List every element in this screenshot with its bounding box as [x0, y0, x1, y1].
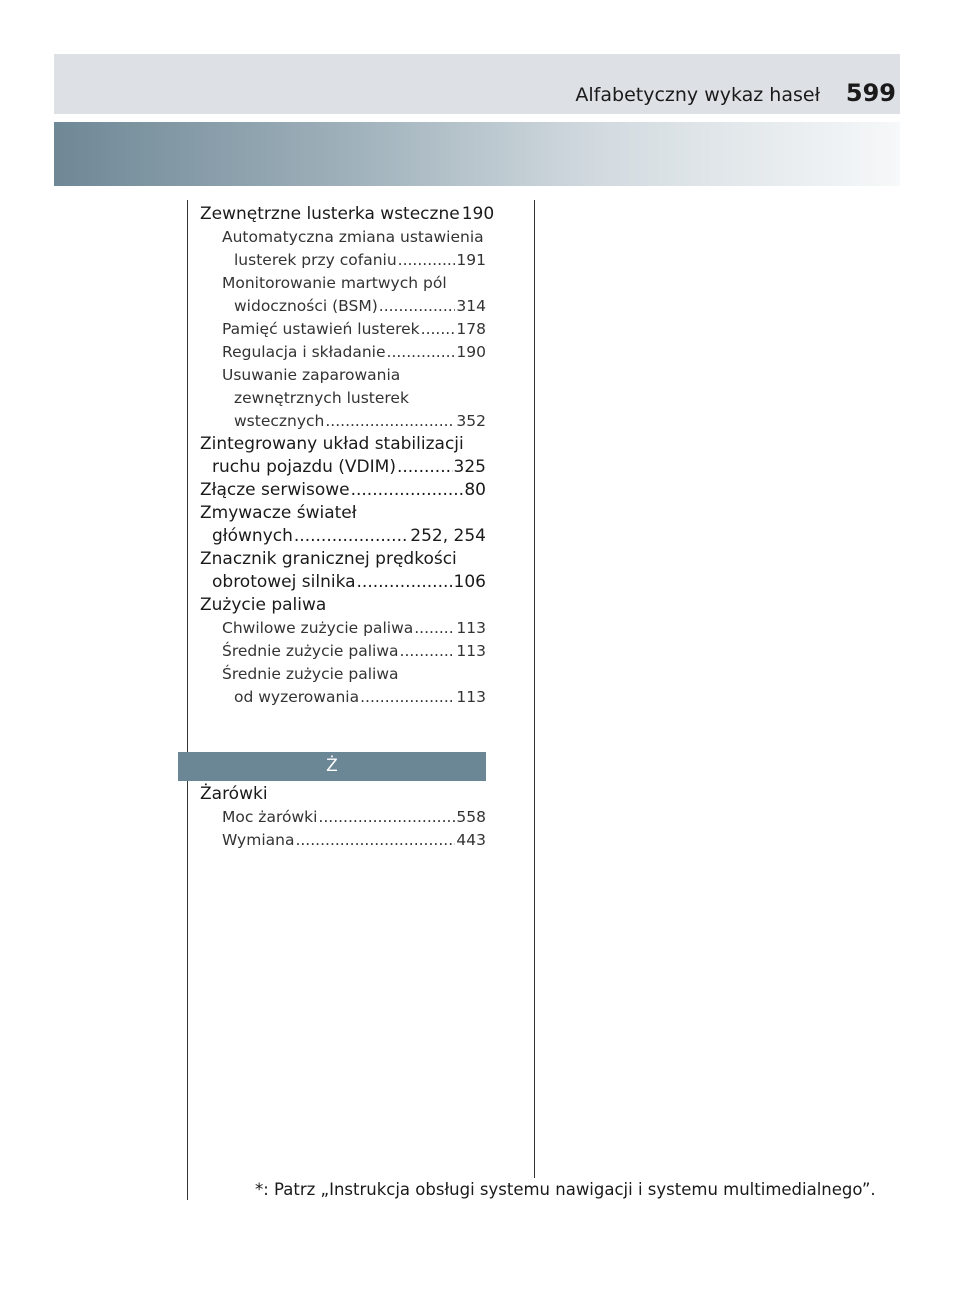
index-subentry: Usuwanie zaparowania zewnętrznych lusterek wstecznych ..... 352 — [200, 364, 486, 433]
index-subentry: Moc żarówki ..... 558 — [200, 806, 486, 829]
left-column-rule — [187, 200, 188, 1200]
index-subentry: Chwilowe zużycie paliwa ..... 113 — [200, 617, 486, 640]
index-entry: Żarówki — [200, 784, 268, 804]
index-entry: Złącze serwisowe ..... 80 — [200, 479, 486, 502]
index-entry: Znacznik granicznej prędkości obrotowej silnika ..... 106 — [200, 548, 486, 594]
index-column — [200, 203, 495, 709]
index-subentry: Monitorowanie martwych pól widoczności (BSM) ..... 314 — [200, 272, 486, 318]
page-number: 599 — [845, 79, 896, 107]
index-subentry: Regulacja i składanie ..... 190 — [200, 341, 486, 364]
index-column-z-dot — [200, 783, 486, 852]
footnote: *: Patrz „Instrukcja obsługi systemu nawigacji i systemu multimedialnego”. — [255, 1180, 876, 1199]
decorative-gradient-band — [54, 122, 900, 186]
index-entry: Zintegrowany układ stabilizacji ruchu pojazdu (VDIM) ..... 325 — [200, 433, 486, 479]
index-entry: Zużycie paliwa — [200, 595, 327, 615]
index-entry: Zewnętrzne lusterka wsteczne 190 — [200, 204, 495, 224]
index-subentry: Pamięć ustawień lusterek ..... 178 — [200, 318, 486, 341]
section-letter-header: Ż — [178, 752, 486, 781]
index-subentry: Automatyczna zmiana ustawienia lusterek przy cofaniu ..... 191 — [200, 226, 486, 272]
index-subentry: Średnie zużycie paliwa ..... 113 — [200, 640, 486, 663]
page-title: Alfabetyczny wykaz haseł — [575, 84, 820, 106]
middle-column-rule — [534, 200, 535, 1178]
index-subentry: Średnie zużycie paliwa od wyzerowania ..... 113 — [200, 663, 486, 709]
index-subentry: Wymiana ..... 443 — [200, 829, 486, 852]
index-entry: Zmywacze świateł głównych ..... 252, 254 — [200, 502, 486, 548]
